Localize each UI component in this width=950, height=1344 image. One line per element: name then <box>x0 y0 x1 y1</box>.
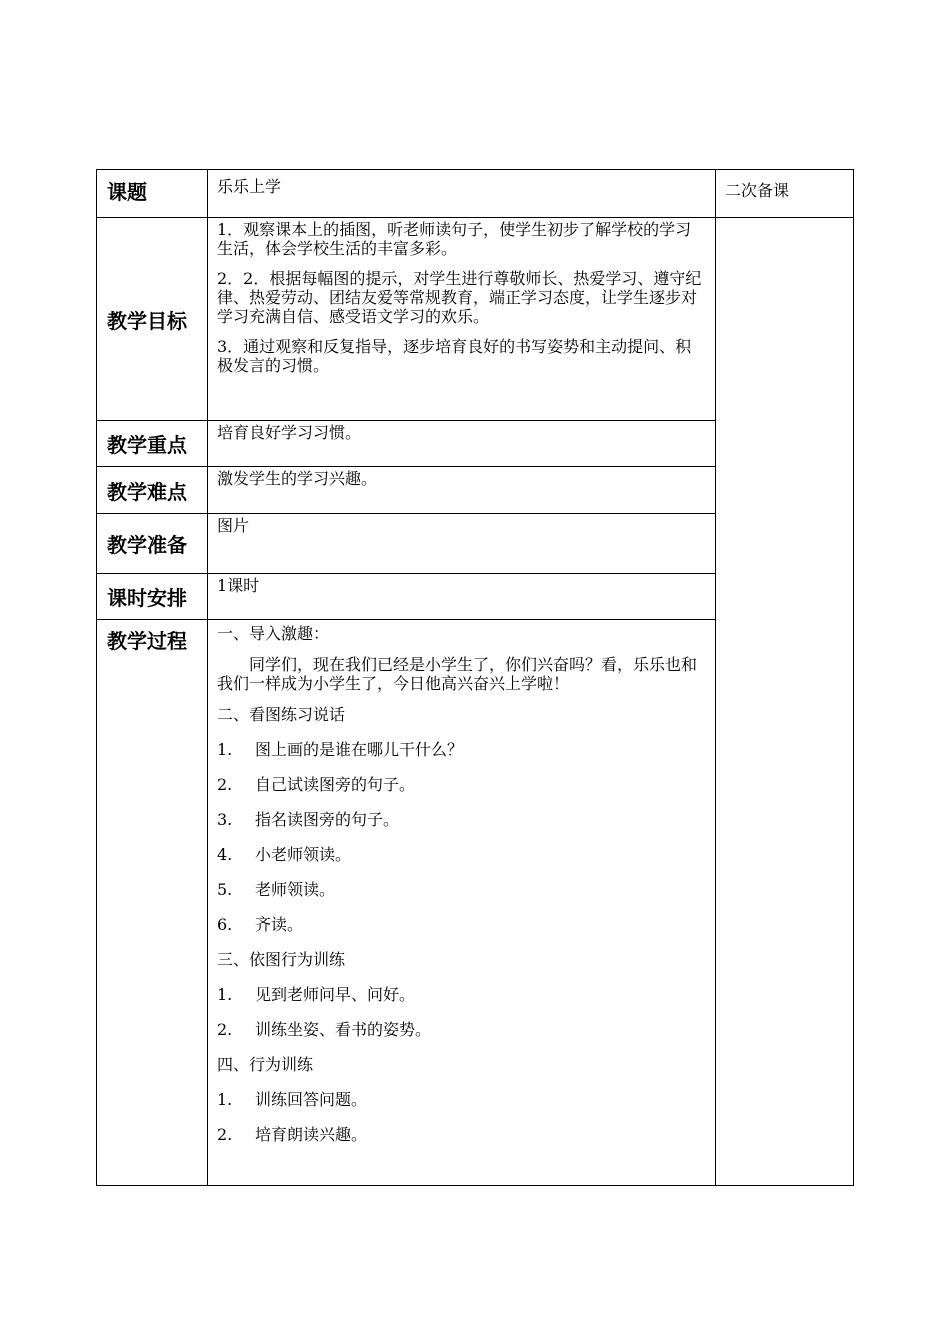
side-header: 二次备课 <box>725 181 790 200</box>
topic-label-cell <box>97 170 208 218</box>
process-section-2-title: 二、看图练习说话 <box>217 705 346 724</box>
topic-value-cell <box>208 170 716 218</box>
process-section-3-list <box>217 985 707 1055</box>
difficulty-value-cell <box>208 467 716 514</box>
difficulty-label: 教学难点 <box>107 479 187 504</box>
key-value: 培育良好学习习惯。 <box>217 423 362 442</box>
lesson-plan-table <box>96 169 854 1186</box>
schedule-label-cell <box>97 574 208 620</box>
process-label-cell <box>97 620 208 1186</box>
goals-cell <box>208 218 716 421</box>
side-notes-cell <box>716 218 854 1186</box>
process-section-3-title: 三、依图行为训练 <box>217 950 346 969</box>
list-item: 2. 训练坐姿、看书的姿势。 <box>217 1020 432 1039</box>
goals-label-cell <box>97 218 208 421</box>
list-item: 3. 指名读图旁的句子。 <box>217 810 400 829</box>
row-goals <box>97 218 854 421</box>
process-cell <box>208 620 716 1186</box>
topic-label: 课题 <box>107 180 147 204</box>
list-item: 5. 老师领读。 <box>217 880 336 899</box>
schedule-value: 1课时 <box>217 576 260 595</box>
difficulty-label-cell <box>97 467 208 514</box>
topic-value: 乐乐上学 <box>217 177 282 196</box>
list-item: 2. 培育朗读兴趣。 <box>217 1125 368 1144</box>
list-item: 1. 训练回答问题。 <box>217 1090 368 1109</box>
goals-label: 教学目标 <box>107 308 187 333</box>
schedule-label: 课时安排 <box>107 586 187 610</box>
list-item: 1. 图上画的是谁在哪儿干什么？ <box>217 740 464 759</box>
goal-item-2: 2．2．根据每幅图的提示，对学生进行尊敬师长、热爱学习、遵守纪律、热爱劳动、团结友爱等常规教育，端正学习态度，让学生逐步对学习充满自信、感受语文学习的欢乐。 <box>217 269 702 326</box>
prep-value-cell <box>208 514 716 574</box>
process-section-2-list <box>217 740 707 950</box>
prep-value: 图片 <box>217 516 250 535</box>
prep-label-cell <box>97 514 208 574</box>
process-section-4-title: 四、行为训练 <box>217 1055 314 1074</box>
key-value-cell <box>208 421 716 467</box>
process-section-1-title: 一、导入激趣： <box>217 624 330 643</box>
list-item: 6. 齐读。 <box>217 915 304 934</box>
list-item: 1. 见到老师问早、问好。 <box>217 985 416 1004</box>
prep-label: 教学准备 <box>107 533 187 557</box>
process-label: 教学过程 <box>107 629 187 653</box>
row-topic <box>97 170 854 218</box>
difficulty-value: 激发学生的学习兴趣。 <box>217 469 378 488</box>
key-label: 教学重点 <box>107 433 187 457</box>
process-section-4-list <box>217 1090 707 1160</box>
list-item: 4. 小老师领读。 <box>217 845 352 864</box>
side-header-cell <box>716 170 854 218</box>
process-section-1-text: 同学们，现在我们已经是小学生了，你们兴奋吗？看，乐乐也和我们一样成为小学生了，今日他高兴奋兴上学啦！ <box>217 655 698 693</box>
key-label-cell <box>97 421 208 467</box>
list-item: 2. 自己试读图旁的句子。 <box>217 775 416 794</box>
goal-item-3: 3．通过观察和反复指导，逐步培育良好的书写姿势和主动提问、积极发言的习惯。 <box>217 337 692 375</box>
goal-item-1: 1．观察课本上的插图，听老师读句子，使学生初步了解学校的学习生活，体会学校生活的丰富多彩。 <box>217 220 692 258</box>
schedule-value-cell <box>208 574 716 620</box>
